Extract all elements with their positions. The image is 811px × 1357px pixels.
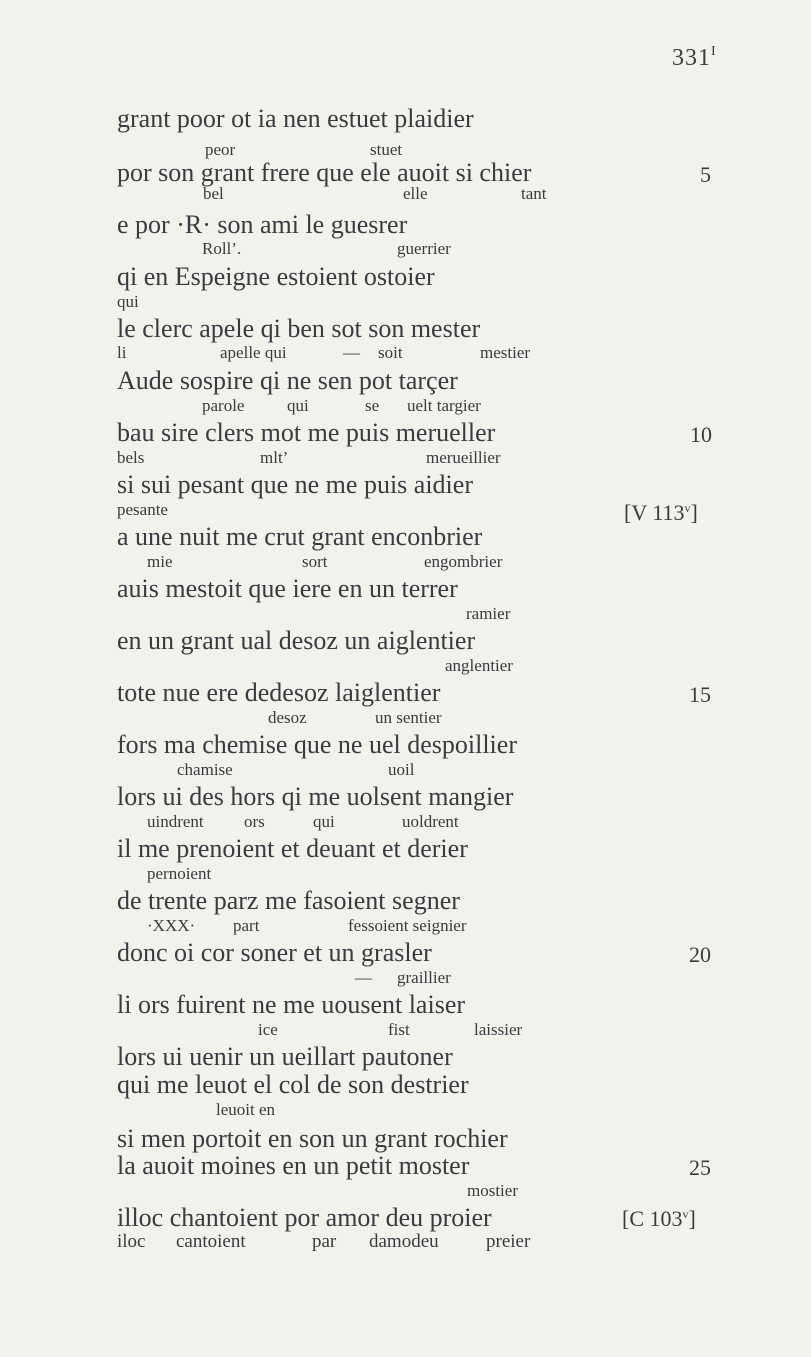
verse-line: qui me leuot el col de son destrier (117, 1070, 469, 1099)
line-number: 10 (690, 422, 712, 447)
variant: Roll’. (202, 239, 242, 258)
variant: cantoient (176, 1231, 246, 1252)
verse-line: auis mestoit que iere en un terrer (117, 574, 458, 603)
variant: qui (313, 812, 335, 831)
variant: graillier (397, 968, 451, 987)
folio-reference: [V 113$^v$] (624, 500, 698, 525)
verse-line: en un grant ual desoz un aiglentier (117, 626, 476, 655)
verse-line: le clerc apele qi ben sot son mester (117, 314, 481, 343)
variant: bels (117, 448, 145, 467)
variant: fist (388, 1020, 410, 1039)
variant: engombrier (424, 552, 503, 571)
variant: damodeu (369, 1231, 439, 1252)
variant: fessoient seignier (348, 916, 467, 935)
folio-reference: [C 103$^v$] (622, 1206, 696, 1231)
variant: mie (147, 552, 173, 571)
verse-line: lors ui uenir un ueillart pautoner (117, 1042, 453, 1071)
variant: pesante (117, 500, 168, 519)
variant: preier (486, 1231, 531, 1252)
variant: par (312, 1231, 337, 1252)
variant: ors (244, 812, 265, 831)
variant: uelt targier (407, 396, 481, 415)
verse-line: Aude sospire qi ne sen pot tarçer (117, 366, 458, 395)
line-number: 5 (700, 162, 711, 187)
line-number: 25 (689, 1155, 711, 1180)
variant: soit (378, 343, 403, 362)
verse-line: a une nuit me crut grant enconbrier (117, 522, 483, 551)
variant: li (117, 343, 127, 362)
verse-line: por son grant frere que ele auoit si chier (117, 158, 532, 187)
variant: leuoit en (216, 1100, 276, 1119)
variant: peor (205, 140, 236, 159)
variant: mestier (480, 343, 531, 362)
variant: desoz (268, 708, 307, 727)
verse-line: e por ·R· son ami le guesrer (117, 210, 408, 239)
verse-line: il me prenoient et deuant et derier (117, 834, 468, 863)
variant: ice (258, 1020, 278, 1039)
variant: laissier (474, 1020, 523, 1039)
variant: — (343, 343, 360, 362)
variant: chamise (177, 760, 233, 779)
verse-line: qi en Espeigne estoient ostoier (117, 262, 435, 291)
verse-line: donc oi cor soner et un grasler (117, 938, 432, 967)
variant: se (365, 396, 380, 415)
variant: sort (302, 552, 328, 571)
variant: un sentier (375, 708, 442, 727)
verse-line: fors ma chemise que ne uel despoillier (117, 730, 517, 759)
variant: parole (202, 396, 245, 415)
variant: bel (203, 184, 224, 203)
verse-line: li ors fuirent ne me uousent laiser (117, 990, 466, 1019)
variant: uoil (388, 760, 415, 779)
variant: ramier (466, 604, 511, 623)
verse-line: si men portoit en son un grant rochier (117, 1124, 508, 1153)
verse-line: bau sire clers mot me puis merueller (117, 418, 496, 447)
variant: uindrent (147, 812, 204, 831)
line-number: 20 (689, 942, 711, 967)
variant: apelle qui (220, 343, 287, 362)
variant: — (355, 968, 372, 987)
verse-line: de trente parz me fasoient segner (117, 886, 460, 915)
verse-line: la auoit moines en un petit moster (117, 1151, 470, 1180)
variant: tant (521, 184, 547, 203)
variant: pernoient (147, 864, 212, 883)
page-number: $331^I$ (672, 44, 717, 71)
variant: iloc (117, 1231, 146, 1252)
verse-line: grant poor ot ia nen estuet plaidier (117, 104, 474, 133)
variant: merueillier (426, 448, 501, 467)
verse-line: illoc chantoient por amor deu proier (117, 1203, 492, 1232)
line-number: 15 (689, 682, 711, 707)
verse-line: si sui pesant que ne me puis aidier (117, 470, 473, 499)
variant: qui (287, 396, 309, 415)
variant: ·XXX· (147, 916, 196, 935)
variant: mostier (467, 1181, 518, 1200)
verse-line: lors ui des hors qi me uolsent mangier (117, 782, 514, 811)
variant: mlt’ (260, 448, 289, 467)
variant: anglentier (445, 656, 513, 675)
variant: stuet (370, 140, 403, 159)
variant: elle (403, 184, 428, 203)
variant: qui (117, 292, 139, 311)
verse-line: tote nue ere dedesoz laiglentier (117, 678, 441, 707)
variant: uoldrent (402, 812, 459, 831)
variant: guerrier (397, 239, 451, 258)
variant: part (233, 916, 260, 935)
